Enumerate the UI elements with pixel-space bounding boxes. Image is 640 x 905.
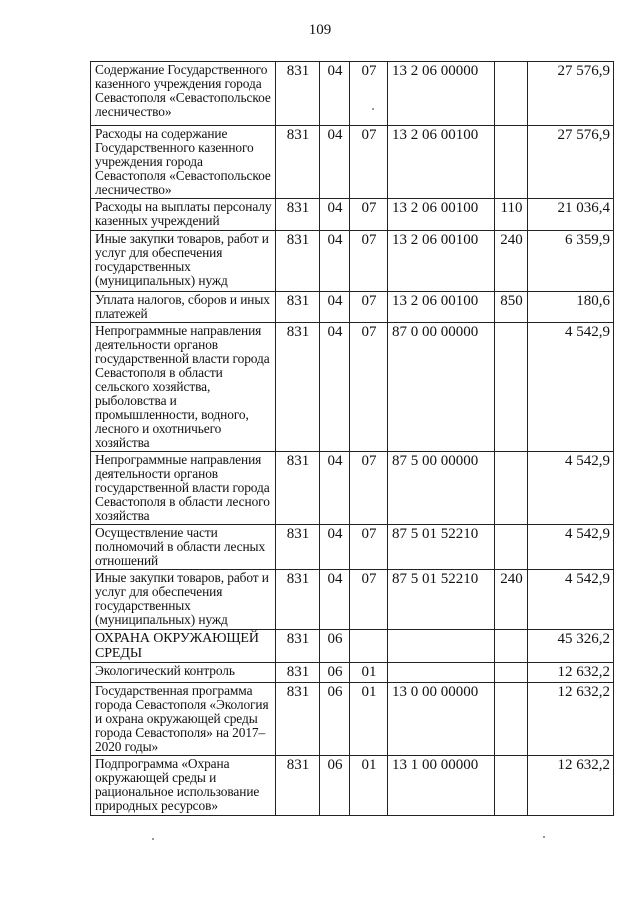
expense-type: 240	[495, 231, 528, 292]
row-name: Иные закупки товаров, работ и услуг для обеспечения государственных (муниципальных) нужд	[91, 570, 276, 630]
subsection-code: 07	[350, 292, 388, 323]
expense-type	[495, 323, 528, 452]
target-article: 87 5 01 52210	[388, 570, 495, 630]
scan-speck	[543, 836, 545, 838]
row-name: ОХРАНА ОКРУЖАЮЩЕЙ СРЕДЫ	[91, 630, 276, 663]
expense-type	[495, 630, 528, 663]
table-row	[91, 126, 614, 199]
amount: 45 326,2	[528, 630, 614, 663]
expense-type: 240	[495, 570, 528, 630]
amount: 4 542,9	[528, 525, 614, 570]
amount: 6 359,9	[528, 231, 614, 292]
ministry-code: 831	[276, 663, 320, 683]
table-row	[91, 231, 614, 292]
section-code: 04	[320, 525, 350, 570]
ministry-code: 831	[276, 756, 320, 816]
amount: 180,6	[528, 292, 614, 323]
table-row	[91, 452, 614, 525]
subsection-code: 07	[350, 570, 388, 630]
expense-type	[495, 756, 528, 816]
expense-type	[495, 452, 528, 525]
expense-type	[495, 663, 528, 683]
section-code: 06	[320, 663, 350, 683]
expense-type	[495, 683, 528, 756]
expense-type	[495, 126, 528, 199]
expense-type	[495, 525, 528, 570]
ministry-code: 831	[276, 62, 320, 126]
budget-table	[90, 61, 614, 816]
row-name: Экологический контроль	[91, 663, 276, 683]
target-article: 13 2 06 00100	[388, 292, 495, 323]
scan-speck	[372, 108, 374, 110]
table-row	[91, 199, 614, 231]
target-article: 13 2 06 00000	[388, 62, 495, 126]
amount: 4 542,9	[528, 323, 614, 452]
ministry-code: 831	[276, 231, 320, 292]
ministry-code: 831	[276, 323, 320, 452]
section-code: 04	[320, 231, 350, 292]
ministry-code: 831	[276, 126, 320, 199]
subsection-code	[350, 630, 388, 663]
subsection-code: 07	[350, 126, 388, 199]
amount: 12 632,2	[528, 663, 614, 683]
subsection-code: 07	[350, 525, 388, 570]
scan-speck	[152, 838, 154, 840]
expense-type: 110	[495, 199, 528, 231]
table-row	[91, 756, 614, 816]
subsection-code: 07	[350, 62, 388, 126]
table-row	[91, 630, 614, 663]
amount: 21 036,4	[528, 199, 614, 231]
target-article	[388, 663, 495, 683]
page-number: 109	[308, 22, 332, 38]
amount: 4 542,9	[528, 570, 614, 630]
table-row	[91, 525, 614, 570]
section-code: 04	[320, 323, 350, 452]
row-name: Содержание Государственного казенного учреждения города Севастополя «Севастопольское лесничество»	[91, 62, 276, 126]
row-name: Иные закупки товаров, работ и услуг для обеспечения государственных (муниципальных) нужд	[91, 231, 276, 292]
target-article: 87 5 00 00000	[388, 452, 495, 525]
section-code: 04	[320, 452, 350, 525]
row-name: Подпрограмма «Охрана окружающей среды и рациональное использование природных ресурсов»	[91, 756, 276, 816]
ministry-code: 831	[276, 630, 320, 663]
row-name: Непрограммные направления деятельности органов государственной власти города Севастополя в области лесного хозяйства	[91, 452, 276, 525]
ministry-code: 831	[276, 292, 320, 323]
ministry-code: 831	[276, 525, 320, 570]
section-code: 04	[320, 199, 350, 231]
section-code: 06	[320, 683, 350, 756]
table-row	[91, 570, 614, 630]
row-name: Государственная программа города Севастополя «Экология и охрана окружающей среды города Севастополя» на 2017–2020 годы»	[91, 683, 276, 756]
amount: 27 576,9	[528, 126, 614, 199]
ministry-code: 831	[276, 570, 320, 630]
row-name: Осуществление части полномочий в области лесных отношений	[91, 525, 276, 570]
subsection-code: 01	[350, 663, 388, 683]
table-row	[91, 323, 614, 452]
row-name: Расходы на содержание Государственного казенного учреждения города Севастополя «Севастопольское лесничество»	[91, 126, 276, 199]
table-row	[91, 663, 614, 683]
section-code: 04	[320, 62, 350, 126]
section-code: 04	[320, 292, 350, 323]
table-row	[91, 292, 614, 323]
row-name: Уплата налогов, сборов и иных платежей	[91, 292, 276, 323]
target-article: 87 0 00 00000	[388, 323, 495, 452]
ministry-code: 831	[276, 199, 320, 231]
subsection-code: 07	[350, 231, 388, 292]
section-code: 04	[320, 126, 350, 199]
target-article: 13 2 06 00100	[388, 199, 495, 231]
subsection-code: 07	[350, 199, 388, 231]
ministry-code: 831	[276, 452, 320, 525]
target-article: 13 2 06 00100	[388, 231, 495, 292]
amount: 12 632,2	[528, 683, 614, 756]
expense-type: 850	[495, 292, 528, 323]
row-name: Непрограммные направления деятельности органов государственной власти города Севастополя в области сельского хозяйства, рыболовства и промышленности, водного, лесного и охотничьего хозяйства	[91, 323, 276, 452]
subsection-code: 07	[350, 452, 388, 525]
amount: 4 542,9	[528, 452, 614, 525]
ministry-code: 831	[276, 683, 320, 756]
expense-type	[495, 62, 528, 126]
table-row	[91, 683, 614, 756]
section-code: 04	[320, 570, 350, 630]
section-code: 06	[320, 630, 350, 663]
target-article: 13 2 06 00100	[388, 126, 495, 199]
subsection-code: 01	[350, 756, 388, 816]
target-article	[388, 630, 495, 663]
section-code: 06	[320, 756, 350, 816]
target-article: 87 5 01 52210	[388, 525, 495, 570]
amount: 12 632,2	[528, 756, 614, 816]
target-article: 13 1 00 00000	[388, 756, 495, 816]
amount: 27 576,9	[528, 62, 614, 126]
table-row	[91, 62, 614, 126]
subsection-code: 01	[350, 683, 388, 756]
row-name: Расходы на выплаты персоналу казенных учреждений	[91, 199, 276, 231]
target-article: 13 0 00 00000	[388, 683, 495, 756]
subsection-code: 07	[350, 323, 388, 452]
